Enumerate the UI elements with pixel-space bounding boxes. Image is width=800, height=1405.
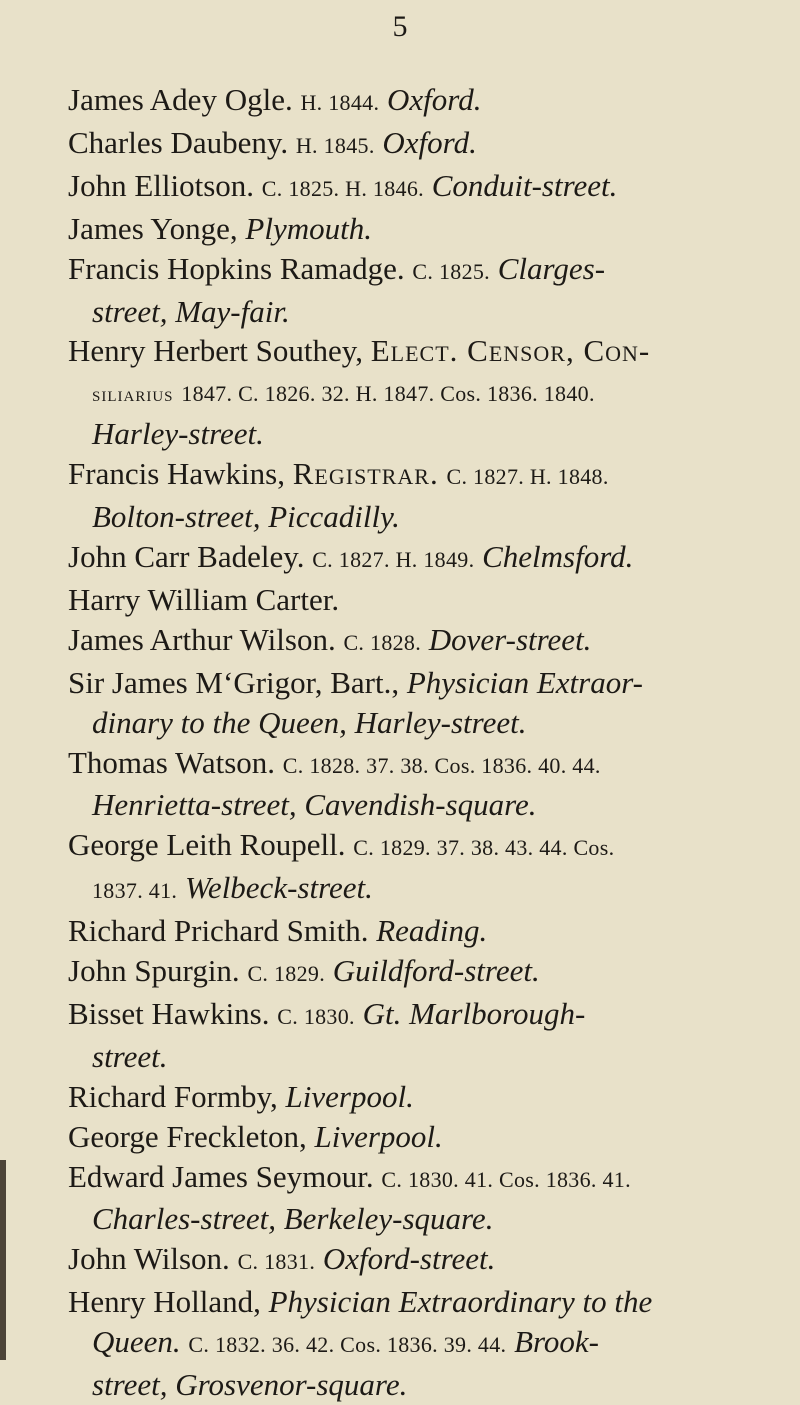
entry-dates: C. 1827. H. 1848. bbox=[446, 464, 609, 490]
list-item bbox=[68, 454, 768, 537]
entry-name: Harry William Carter. bbox=[68, 581, 340, 617]
entry-dates: C. 1828. bbox=[343, 629, 422, 655]
list-item bbox=[68, 580, 768, 620]
entry-place: Bolton-street, Piccadilly. bbox=[92, 499, 400, 535]
list-item bbox=[68, 1117, 768, 1157]
list-item bbox=[68, 620, 768, 663]
entry-place: Welbeck-street. bbox=[184, 870, 373, 906]
entry-place: Liverpool. bbox=[285, 1078, 414, 1114]
entry-name: John Carr Badeley. bbox=[68, 538, 305, 574]
entry-name: John Elliotson. bbox=[68, 167, 255, 203]
entry-place: Harley-street. bbox=[92, 416, 264, 452]
entry-name: Bisset Hawkins. bbox=[68, 995, 270, 1031]
entry-place: Charles-street, Berkeley-square. bbox=[92, 1201, 494, 1237]
entry-name: Francis Hawkins, bbox=[68, 456, 285, 492]
entry-name: Henry Holland, bbox=[68, 1284, 261, 1320]
entry-place-continued: street, May-fair. bbox=[92, 293, 290, 329]
list-item bbox=[68, 825, 768, 911]
entry-name: Thomas Watson. bbox=[68, 744, 276, 780]
list-item bbox=[68, 663, 768, 743]
fellows-list bbox=[68, 80, 768, 1405]
entry-dates: C. 1829. 37. 38. 43. 44. Cos. bbox=[353, 835, 615, 861]
entry-place-address: Brook- bbox=[514, 1324, 600, 1360]
entry-place: Guildford-street. bbox=[332, 953, 540, 989]
entry-dates: H. 1845. bbox=[295, 132, 375, 158]
page-number: 5 bbox=[392, 10, 408, 43]
list-item bbox=[68, 1157, 768, 1240]
entry-name: Richard Prichard Smith. bbox=[68, 913, 369, 949]
entry-name: James Yonge, bbox=[68, 210, 238, 246]
entry-title-continued: siliarius bbox=[92, 381, 174, 407]
entry-name: George Leith Roupell. bbox=[68, 827, 346, 863]
entry-place-continued: dinary to the Queen, Harley-street. bbox=[92, 704, 527, 740]
entry-place: Oxford-street. bbox=[322, 1241, 496, 1277]
entry-place: Clarges- bbox=[497, 250, 606, 286]
entry-place: Henrietta-street, Cavendish-square. bbox=[92, 787, 537, 823]
entry-place-address-continued: street, Grosvenor-square. bbox=[92, 1367, 408, 1403]
entry-dates: 1847. C. 1826. 32. H. 1847. Cos. 1836. 1840. bbox=[181, 381, 595, 407]
entry-place-continued: Queen. bbox=[92, 1324, 181, 1360]
entry-dates: C. 1825. H. 1846. bbox=[261, 175, 424, 201]
list-item bbox=[68, 994, 768, 1077]
entry-dates-continued: 1837. 41. bbox=[92, 878, 178, 904]
list-item bbox=[68, 80, 768, 123]
entry-dates: C. 1827. H. 1849. bbox=[312, 546, 475, 572]
entry-place: Physician Extraordinary to the bbox=[268, 1284, 653, 1320]
entry-place: Physician Extraor- bbox=[406, 664, 643, 700]
entry-place: Oxford. bbox=[382, 124, 477, 160]
entry-dates: C. 1832. 36. 42. Cos. 1836. 39. 44. bbox=[188, 1332, 507, 1358]
list-item bbox=[68, 1282, 768, 1405]
entry-dates: H. 1844. bbox=[300, 90, 380, 115]
entry-place: Chelmsford. bbox=[482, 538, 634, 574]
entry-name: Sir James M‘Grigor, Bart., bbox=[68, 664, 400, 700]
list-item bbox=[68, 951, 768, 994]
entry-place: Liverpool. bbox=[314, 1118, 443, 1154]
entry-place-continued: street. bbox=[92, 1038, 168, 1074]
list-item bbox=[68, 209, 768, 249]
entry-name: Richard Formby, bbox=[68, 1078, 278, 1114]
entry-place: Gt. Marlborough- bbox=[362, 995, 586, 1031]
entry-place: Conduit-street. bbox=[431, 167, 618, 203]
entry-dates: C. 1830. 41. Cos. 1836. 41. bbox=[381, 1166, 631, 1192]
entry-place: Reading. bbox=[376, 913, 488, 949]
entry-dates: C. 1831. bbox=[237, 1249, 316, 1275]
entry-title: Registrar. bbox=[292, 456, 439, 492]
list-item bbox=[68, 123, 768, 166]
entry-dates: C. 1825. bbox=[412, 258, 490, 284]
entry-name: James Adey Ogle. bbox=[68, 82, 293, 117]
entry-name: Henry Herbert Southey, bbox=[68, 333, 363, 369]
entry-name: Edward James Seymour. bbox=[68, 1158, 374, 1194]
book-spine-edge bbox=[0, 1160, 6, 1360]
list-item bbox=[68, 1077, 768, 1117]
list-item bbox=[68, 911, 768, 951]
entry-dates: C. 1829. bbox=[247, 961, 326, 987]
entry-place: Plymouth. bbox=[245, 210, 372, 246]
entry-name: Charles Daubeny. bbox=[68, 124, 289, 160]
entry-name: James Arthur Wilson. bbox=[68, 621, 336, 657]
list-item bbox=[68, 743, 768, 826]
entry-name: John Spurgin. bbox=[68, 953, 240, 989]
entry-name: George Freckleton, bbox=[68, 1118, 307, 1154]
entry-dates: C. 1828. 37. 38. Cos. 1836. 40. 44. bbox=[282, 752, 601, 778]
list-item bbox=[68, 249, 768, 332]
entry-name: John Wilson. bbox=[68, 1241, 230, 1277]
entry-name: Francis Hopkins Ramadge. bbox=[68, 250, 405, 286]
list-item bbox=[68, 331, 768, 454]
list-item bbox=[68, 166, 768, 209]
list-item bbox=[68, 1239, 768, 1282]
entry-title: Elect. Censor, Con- bbox=[370, 333, 651, 369]
list-item bbox=[68, 537, 768, 580]
entry-dates: C. 1830. bbox=[277, 1003, 355, 1029]
entry-place: Dover-street. bbox=[428, 621, 592, 657]
entry-place: Oxford. bbox=[387, 82, 482, 117]
